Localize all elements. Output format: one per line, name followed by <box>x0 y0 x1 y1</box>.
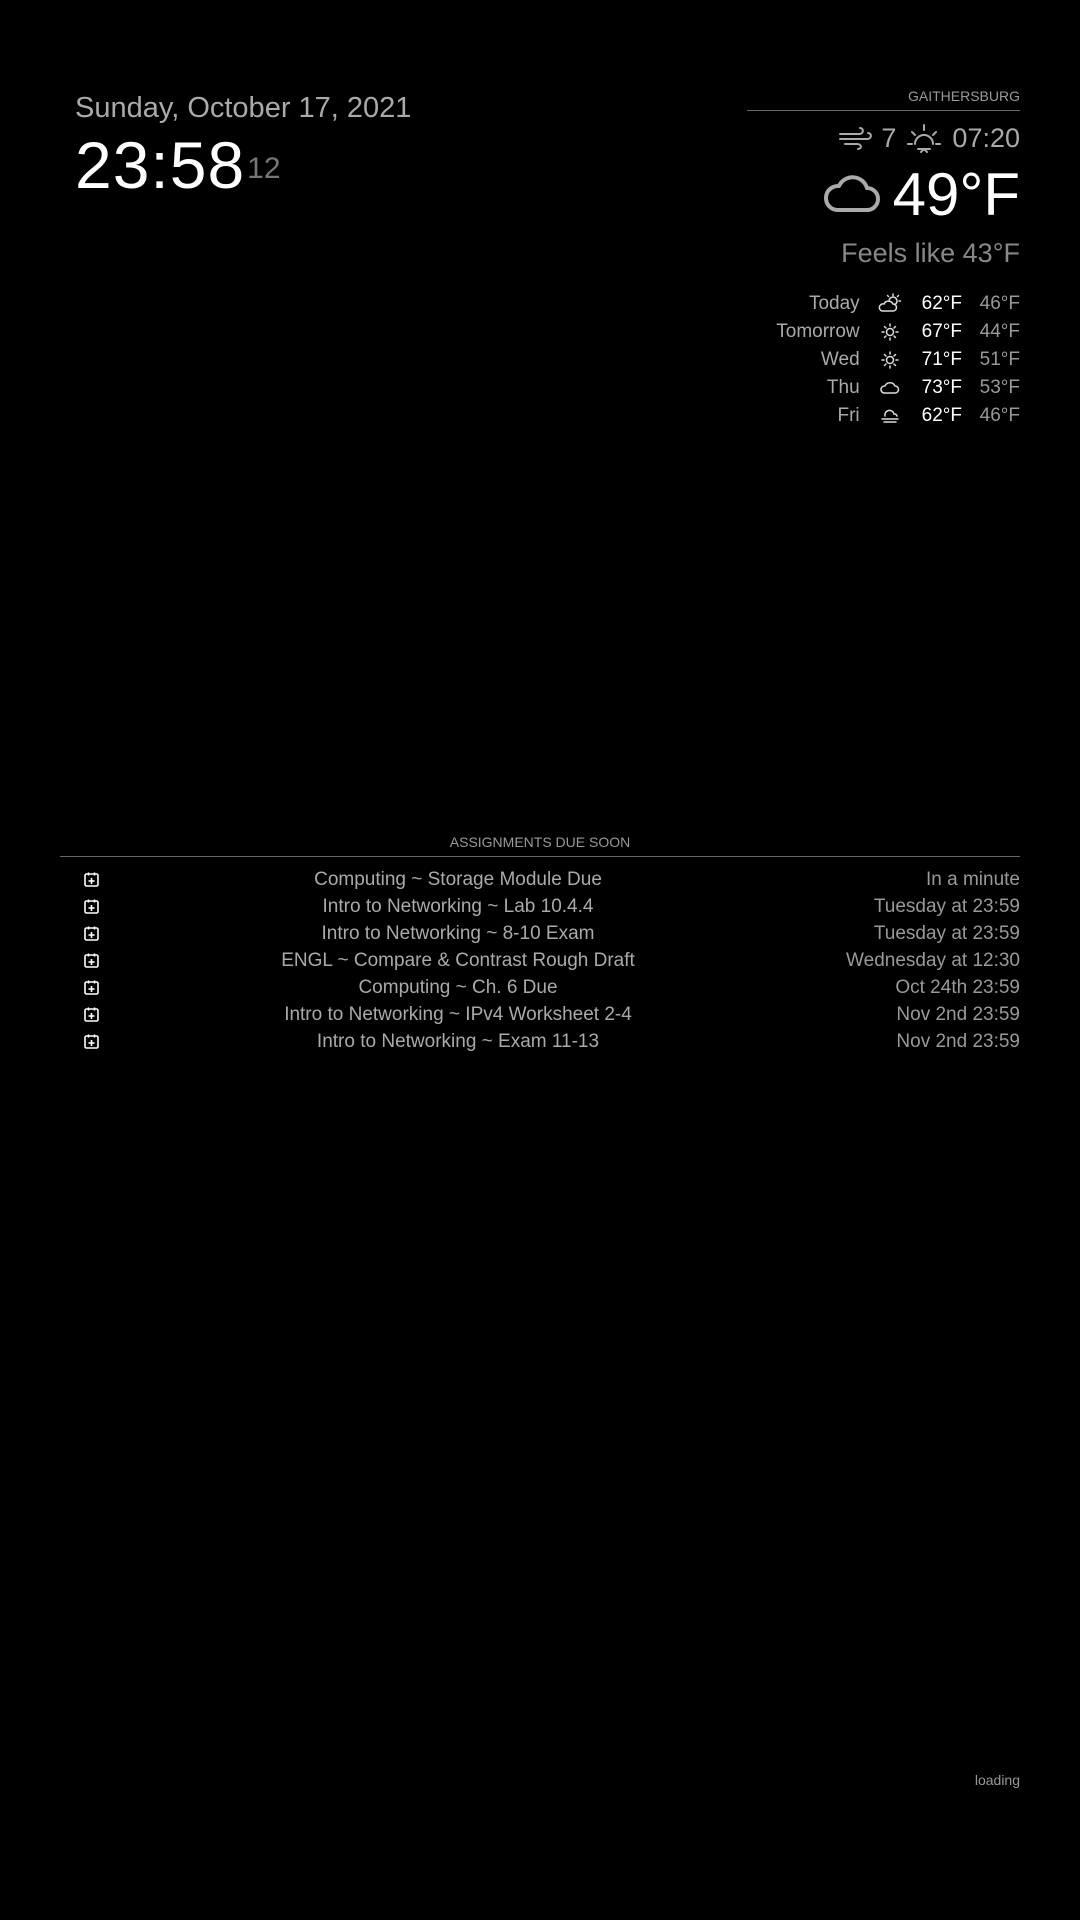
weather-forecast <box>776 290 1020 430</box>
sun-icon <box>878 346 914 374</box>
forecast-row <box>776 318 1020 346</box>
forecast-min: 51°F <box>979 349 1020 370</box>
assignments-module <box>60 832 1020 1055</box>
forecast-day: Thu <box>826 377 860 398</box>
assignment-title: Computing ~ Ch. 6 Due <box>358 976 558 998</box>
assignment-title: ENGL ~ Compare & Contrast Rough Draft <box>281 949 635 971</box>
clock-module <box>75 88 411 200</box>
wind-icon <box>837 126 873 150</box>
assignment-due: Wednesday at 12:30 <box>846 949 1020 971</box>
forecast-min: 46°F <box>979 293 1020 314</box>
forecast-row <box>776 402 1020 430</box>
clock-hours-minutes: 23:58 <box>75 128 246 202</box>
assignment-title: Intro to Networking ~ Lab 10.4.4 <box>322 895 594 917</box>
forecast-day: Tomorrow <box>776 321 860 342</box>
assignment-due: Oct 24th 23:59 <box>895 976 1020 998</box>
current-temperature: 49°F <box>892 160 1020 228</box>
forecast-max: 71°F <box>921 349 962 370</box>
assignment-item <box>60 1028 1020 1055</box>
assignments-list <box>60 866 1020 1055</box>
calendar-plus-icon <box>84 980 99 995</box>
forecast-min: 46°F <box>979 405 1020 426</box>
forecast-min: 53°F <box>979 377 1020 398</box>
forecast-day: Today <box>808 293 860 314</box>
feels-like: Feels like 43°F <box>841 238 1020 268</box>
cloudy-windy-icon <box>878 402 914 430</box>
calendar-plus-icon <box>84 1007 99 1022</box>
assignment-title: Computing ~ Storage Module Due <box>314 868 602 890</box>
clock-time <box>75 130 411 200</box>
assignment-due: Tuesday at 23:59 <box>873 922 1020 944</box>
assignment-item <box>60 866 1020 893</box>
forecast-min: 44°F <box>979 321 1020 342</box>
assignment-title: Intro to Networking ~ IPv4 Worksheet 2-4 <box>284 1003 632 1025</box>
weather-location: GAITHERSBURG <box>747 86 1020 111</box>
assignment-due: Nov 2nd 23:59 <box>896 1003 1020 1025</box>
forecast-max: 62°F <box>921 405 962 426</box>
calendar-plus-icon <box>84 953 99 968</box>
assignments-header: ASSIGNMENTS DUE SOON <box>60 832 1020 857</box>
calendar-plus-icon <box>84 1034 99 1049</box>
cloud-icon <box>878 374 914 402</box>
assignment-item <box>60 893 1020 920</box>
forecast-max: 67°F <box>921 321 962 342</box>
forecast-row <box>776 346 1020 374</box>
clock-seconds: 12 <box>247 152 281 185</box>
assignment-item <box>60 1001 1020 1028</box>
assignment-due: Tuesday at 23:59 <box>873 895 1020 917</box>
forecast-row <box>776 374 1020 402</box>
assignment-due: Nov 2nd 23:59 <box>896 1030 1020 1052</box>
forecast-day: Wed <box>820 349 860 370</box>
assignment-title: Intro to Networking ~ 8-10 Exam <box>321 922 595 944</box>
forecast-row <box>776 290 1020 318</box>
assignment-item <box>60 974 1020 1001</box>
sunrise-time: 07:20 <box>952 122 1020 153</box>
assignment-item <box>60 920 1020 947</box>
weather-module <box>747 86 1020 271</box>
current-temperature-row <box>747 159 1020 229</box>
forecast-max: 62°F <box>921 293 962 314</box>
assignment-title: Intro to Networking ~ Exam 11-13 <box>316 1030 600 1052</box>
loading-status: loading <box>974 1772 1020 1788</box>
weather-wind-sun-row <box>747 121 1020 155</box>
assignment-due: In a minute <box>926 868 1020 890</box>
calendar-plus-icon <box>84 926 99 941</box>
forecast-day: Fri <box>837 405 860 426</box>
forecast-max: 73°F <box>921 377 962 398</box>
partly-cloudy-day-icon <box>878 290 914 318</box>
assignment-item <box>60 947 1020 974</box>
sunrise-icon <box>904 122 944 154</box>
clock-date: Sunday, October 17, 2021 <box>75 92 412 124</box>
cloudy-icon <box>823 170 881 219</box>
sun-icon <box>878 318 914 346</box>
calendar-plus-icon <box>84 872 99 887</box>
wind-speed: 7 <box>881 122 897 153</box>
calendar-plus-icon <box>84 899 99 914</box>
